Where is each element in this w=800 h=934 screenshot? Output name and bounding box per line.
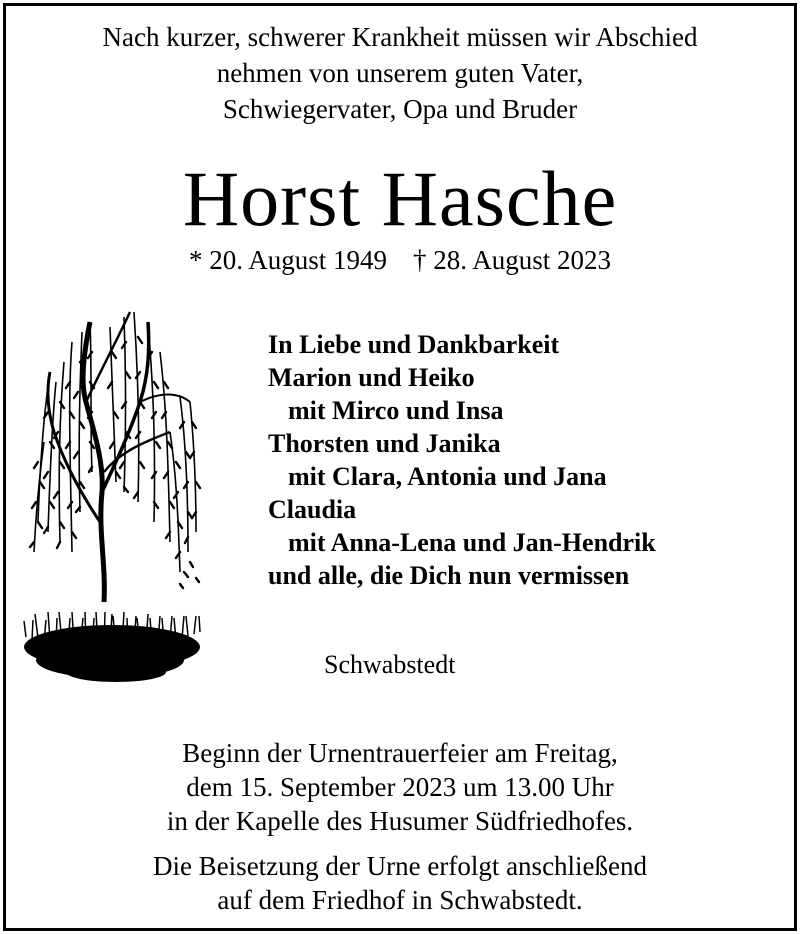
- ceremony-info: [6, 736, 794, 838]
- place-name: Schwabstedt: [324, 650, 456, 679]
- mourners-line: In Liebe und Dankbarkeit: [268, 330, 560, 359]
- death-date: † 28. August 2023: [413, 245, 612, 275]
- ceremony-line-2: dem 15. September 2023 um 13.00 Uhr: [186, 772, 614, 802]
- mourners-line: Thorsten und Janika: [268, 429, 501, 458]
- ceremony-line-3: in der Kapelle des Husumer Südfriedhofes.: [166, 806, 634, 836]
- obituary-notice: [3, 3, 797, 931]
- burial-info: [6, 849, 794, 917]
- intro-line-3: Schwiegervater, Opa und Bruder: [222, 94, 578, 124]
- mourners-line: Claudia: [268, 495, 357, 524]
- mourners-line: mit Clara, Antonia und Jana: [288, 462, 607, 491]
- burial-line-1: Die Beisetzung der Urne erfolgt anschließend: [152, 851, 648, 881]
- mourners-line: und alle, die Dich nun vermissen: [268, 561, 630, 590]
- intro-line-2: nehmen von unserem guten Vater,: [216, 58, 584, 88]
- birth-date: * 20. August 1949: [188, 245, 387, 275]
- intro-text: [6, 19, 794, 127]
- mourners-line: mit Mirco und Insa: [288, 396, 504, 425]
- mourners-list: [268, 328, 656, 592]
- deceased-name: Horst Hasche: [182, 155, 618, 242]
- intro-line-1: Nach kurzer, schwerer Krankheit müssen wir Abschied: [102, 22, 698, 52]
- mourners-line: mit Anna-Lena und Jan-Hendrik: [288, 528, 656, 557]
- burial-line-2: auf dem Friedhof in Schwabstedt.: [217, 885, 583, 915]
- life-dates: [6, 242, 794, 278]
- ceremony-line-1: Beginn der Urnentrauerfeier am Freitag,: [182, 738, 618, 768]
- weeping-willow-icon: [20, 292, 210, 690]
- mourners-line: Marion und Heiko: [268, 363, 475, 392]
